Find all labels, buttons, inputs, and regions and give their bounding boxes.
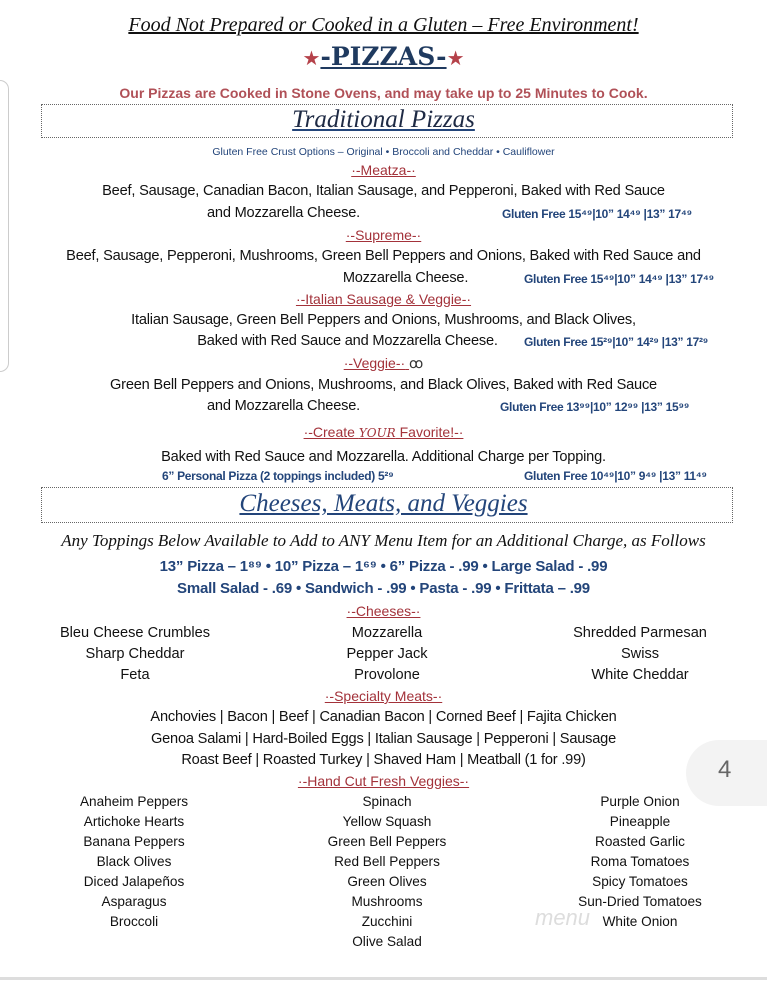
pizzas-title-row bbox=[0, 42, 767, 71]
meats-heading: ·-Specialty Meats-· bbox=[324, 688, 443, 704]
item-desc: Green Bell Peppers and Onions, Mushrooms, and Black Olives, Baked with Red Sauce bbox=[110, 377, 657, 393]
veggie-item: Black Olives bbox=[96, 854, 172, 869]
veggie-item: Roasted Garlic bbox=[595, 834, 685, 849]
oven-notice: Our Pizzas are Cooked in Stone Ovens, and may take up to 25 Minutes to Cook. bbox=[119, 85, 648, 101]
veggie-item: Roma Tomatoes bbox=[590, 854, 690, 869]
veggie-item: Diced Jalapeños bbox=[83, 874, 185, 889]
item-desc: Italian Sausage, Green Bell Peppers and Onions, Mushrooms, and Black Olives, bbox=[131, 312, 636, 328]
veggies-heading: ·-Hand Cut Fresh Veggies-· bbox=[297, 773, 470, 789]
meats-line: Genoa Salami | Hard-Boiled Eggs | Italian Sausage | Pepperoni | Sausage bbox=[150, 731, 616, 747]
item-name: Favorite!-· bbox=[395, 424, 464, 440]
item-name-veggie bbox=[0, 355, 767, 372]
cheese-item: Provolone bbox=[354, 667, 420, 683]
page-number-bubble bbox=[686, 740, 767, 806]
item-price: Gluten Free 13⁹⁹|10” 12⁹⁹ |13” 15⁹⁹ bbox=[500, 400, 690, 414]
item-desc: and Mozzarella Cheese. bbox=[207, 398, 360, 414]
meats-line: Anchovies | Bacon | Beef | Canadian Bacon | Corned Beef | Fajita Chicken bbox=[150, 709, 617, 725]
veggie-column bbox=[34, 792, 234, 932]
veggie-item: Purple Onion bbox=[600, 794, 680, 809]
veggie-item: Mushrooms bbox=[351, 894, 423, 909]
item-desc: Mozzarella Cheese. bbox=[342, 270, 469, 286]
veggie-item: Broccoli bbox=[109, 914, 159, 929]
cheese-item: Feta bbox=[120, 667, 150, 683]
veggie-item: White Onion bbox=[602, 914, 678, 929]
veggie-item: Green Bell Peppers bbox=[327, 834, 447, 849]
cheese-item: White Cheddar bbox=[591, 667, 689, 683]
item-price: Gluten Free 10⁴⁹|10” 9⁴⁹ |13” 11⁴⁹ bbox=[524, 469, 707, 483]
personal-pizza-price: 6” Personal Pizza (2 toppings included) 5²⁹ bbox=[162, 469, 394, 483]
item-name: ·-Create bbox=[303, 424, 359, 440]
item-price: Gluten Free 15⁴⁹|10” 14⁴⁹ |13” 17⁴⁹ bbox=[502, 207, 692, 221]
topping-charges: Small Salad - .69 • Sandwich - .99 • Pasta - .99 • Frittata – .99 bbox=[177, 580, 590, 597]
item-name-emphasis: YOUR bbox=[358, 426, 396, 440]
star-icon: ★ bbox=[302, 48, 321, 70]
topping-charges: 13” Pizza – 1⁸⁹ • 10” Pizza – 1⁶⁹ • 6” Pizza - .99 • Large Salad - .99 bbox=[159, 558, 608, 575]
item-name-supreme: ·-Supreme-· bbox=[345, 227, 422, 243]
veggie-item: Banana Peppers bbox=[83, 834, 185, 849]
item-desc: Baked with Red Sauce and Mozzarella. Additional Charge per Topping. bbox=[161, 449, 606, 465]
veggie-item: Olive Salad bbox=[352, 934, 422, 949]
item-desc: and Mozzarella Cheese. bbox=[207, 205, 360, 221]
page-number: 4 bbox=[718, 756, 732, 783]
meats-line: Roast Beef | Roasted Turkey | Shaved Ham | Meatball (1 for .99) bbox=[181, 752, 586, 768]
veggie-item: Zucchini bbox=[361, 914, 413, 929]
gluten-notice: Food Not Prepared or Cooked in a Gluten – Free Environment! bbox=[128, 14, 639, 36]
cheese-column bbox=[540, 623, 740, 686]
item-desc: Beef, Sausage, Canadian Bacon, Italian Sausage, and Pepperoni, Baked with Red Sauce bbox=[102, 183, 665, 199]
toppings-intro: Any Toppings Below Available to Add to ANY Menu Item for an Additional Charge, as Follows bbox=[61, 531, 706, 550]
item-name-create-your-favorite bbox=[0, 424, 767, 440]
vegetable-icon: ꝏ bbox=[409, 355, 424, 371]
traditional-heading: Traditional Pizzas bbox=[292, 106, 475, 133]
veggie-item: Asparagus bbox=[101, 894, 167, 909]
cheese-item: Bleu Cheese Crumbles bbox=[59, 625, 211, 641]
item-desc: Beef, Sausage, Pepperoni, Mushrooms, Green Bell Peppers and Onions, Baked with Red Sauce and bbox=[66, 248, 701, 264]
cheese-item: Swiss bbox=[620, 646, 660, 662]
pizzas-title: -PIZZAS- bbox=[320, 42, 447, 71]
item-price: Gluten Free 15²⁹|10” 14²⁹ |13” 17²⁹ bbox=[524, 335, 709, 349]
crust-options: Gluten Free Crust Options – Original • Broccoli and Cheddar • Cauliflower bbox=[212, 146, 555, 158]
veggie-item: Green Olives bbox=[347, 874, 427, 889]
veggie-item: Anaheim Peppers bbox=[79, 794, 189, 809]
watermark: menu bbox=[535, 905, 591, 930]
toppings-heading: Cheeses, Meats, and Veggies bbox=[239, 490, 528, 517]
cheeses-heading: ·-Cheeses-· bbox=[346, 603, 421, 619]
cheese-item: Pepper Jack bbox=[346, 646, 428, 662]
veggie-item: Red Bell Peppers bbox=[334, 854, 440, 869]
veggie-column bbox=[287, 792, 487, 952]
veggie-item: Sun-Dried Tomatoes bbox=[578, 894, 702, 909]
item-name: ·-Veggie-· bbox=[343, 355, 406, 371]
cheese-item: Shredded Parmesan bbox=[573, 625, 707, 641]
bottom-divider bbox=[0, 977, 767, 980]
item-price: Gluten Free 15⁴⁹|10” 14⁴⁹ |13” 17⁴⁹ bbox=[524, 272, 714, 286]
veggie-item: Spinach bbox=[362, 794, 412, 809]
veggie-item: Yellow Squash bbox=[342, 814, 432, 829]
veggie-item: Spicy Tomatoes bbox=[592, 874, 688, 889]
star-icon: ★ bbox=[446, 48, 465, 70]
item-name-italian-sausage-veggie: ·-Italian Sausage & Veggie-· bbox=[295, 291, 472, 307]
item-desc: Baked with Red Sauce and Mozzarella Cheese. bbox=[197, 333, 498, 349]
veggie-item: Pineapple bbox=[609, 814, 671, 829]
cheese-item: Mozzarella bbox=[351, 625, 423, 641]
veggie-item: Artichoke Hearts bbox=[83, 814, 185, 829]
cheese-item: Sharp Cheddar bbox=[85, 646, 185, 662]
cheese-column bbox=[287, 623, 487, 686]
cheese-column bbox=[35, 623, 235, 686]
item-name-meatza: ·-Meatza-· bbox=[351, 162, 416, 178]
